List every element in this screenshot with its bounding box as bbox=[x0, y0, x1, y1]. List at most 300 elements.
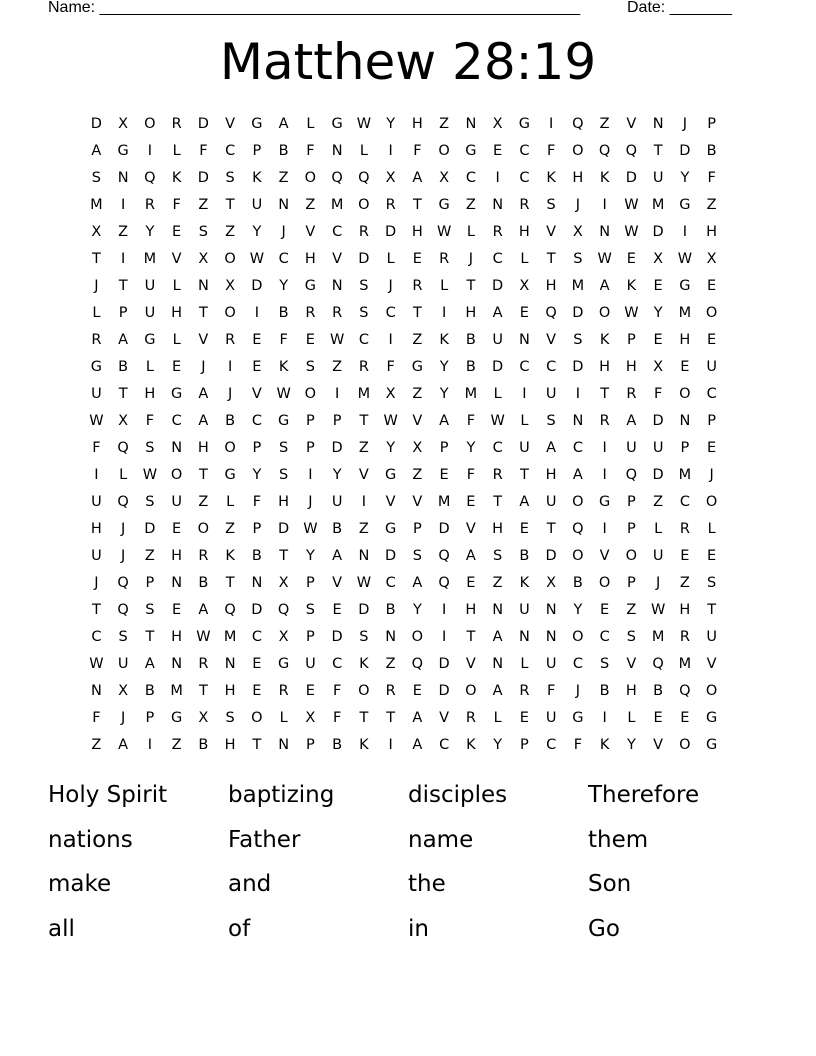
grid-letter: D bbox=[679, 143, 691, 159]
grid-letter: Z bbox=[358, 440, 369, 456]
grid-letter: L bbox=[493, 386, 502, 402]
grid-letter: E bbox=[252, 332, 262, 348]
grid-letter: L bbox=[520, 413, 529, 429]
word-list-item: all bbox=[48, 915, 75, 942]
grid-letter: S bbox=[118, 629, 128, 645]
grid-letter: N bbox=[331, 278, 343, 294]
grid-letter: T bbox=[466, 629, 476, 645]
grid-letter: S bbox=[91, 170, 101, 186]
grid-letter: E bbox=[600, 602, 610, 618]
grid-letter: H bbox=[278, 494, 290, 510]
grid-letter: Q bbox=[117, 602, 129, 618]
grid-letter: X bbox=[492, 116, 503, 132]
grid-letter: Z bbox=[358, 521, 369, 537]
grid-letter: H bbox=[224, 737, 236, 753]
grid-letter: D bbox=[652, 413, 664, 429]
grid-letter: V bbox=[198, 332, 209, 348]
grid-letter: L bbox=[172, 332, 181, 348]
grid-letter: P bbox=[627, 494, 636, 510]
grid-letter: Q bbox=[411, 656, 424, 672]
grid-letter: A bbox=[198, 386, 209, 402]
grid-letter: Z bbox=[412, 386, 423, 402]
grid-letter: C bbox=[439, 737, 450, 753]
grid-letter: H bbox=[171, 548, 183, 564]
grid-letter: F bbox=[306, 143, 315, 159]
grid-letter: K bbox=[599, 332, 610, 348]
grid-letter: X bbox=[412, 440, 423, 456]
grid-letter: X bbox=[653, 359, 664, 375]
grid-letter: Y bbox=[653, 305, 663, 321]
grid-letter: I bbox=[495, 170, 500, 186]
grid-letter: E bbox=[680, 359, 690, 375]
grid-letter: D bbox=[492, 278, 504, 294]
grid-letter: D bbox=[278, 521, 290, 537]
grid-letter: Z bbox=[225, 521, 236, 537]
grid-letter: M bbox=[678, 656, 692, 672]
grid-letter: N bbox=[572, 413, 584, 429]
grid-letter: C bbox=[492, 440, 503, 456]
grid-letter: W bbox=[303, 521, 318, 537]
grid-letter: A bbox=[572, 467, 583, 483]
grid-letter: R bbox=[626, 386, 637, 402]
grid-letter: L bbox=[359, 143, 368, 159]
grid-letter: J bbox=[682, 116, 688, 132]
grid-letter: N bbox=[358, 548, 370, 564]
grid-letter: H bbox=[706, 224, 718, 240]
grid-letter: N bbox=[117, 170, 129, 186]
grid-letter: S bbox=[359, 278, 369, 294]
grid-letter: A bbox=[412, 710, 423, 726]
word-list-item: of bbox=[228, 915, 251, 942]
grid-letter: I bbox=[602, 710, 607, 726]
grid-letter: S bbox=[198, 224, 208, 240]
grid-letter: N bbox=[518, 332, 530, 348]
grid-letter: C bbox=[492, 251, 503, 267]
grid-letter: O bbox=[251, 710, 263, 726]
grid-letter: H bbox=[90, 521, 102, 537]
grid-letter: T bbox=[466, 278, 476, 294]
grid-letter: B bbox=[251, 548, 262, 564]
grid-letter: U bbox=[91, 494, 102, 510]
grid-letter: O bbox=[679, 737, 691, 753]
word-list-item: disciples bbox=[408, 782, 508, 808]
grid-letter: I bbox=[388, 143, 393, 159]
grid-letter: O bbox=[170, 467, 183, 483]
grid-letter: D bbox=[358, 602, 370, 618]
grid-letter: V bbox=[332, 575, 343, 591]
grid-letter: P bbox=[306, 737, 315, 753]
word-list-item: the bbox=[408, 871, 446, 897]
grid-letter: Z bbox=[278, 170, 289, 186]
grid-letter: V bbox=[439, 710, 450, 726]
grid-letter: Q bbox=[572, 116, 584, 132]
grid-letter: Q bbox=[117, 440, 129, 456]
grid-letter: L bbox=[226, 494, 235, 510]
grid-letter: P bbox=[413, 521, 422, 537]
grid-letter: J bbox=[120, 521, 126, 537]
grid-letter: T bbox=[145, 629, 155, 645]
grid-letter: O bbox=[679, 386, 691, 402]
grid-letter: S bbox=[359, 629, 369, 645]
grid-letter: V bbox=[465, 656, 476, 672]
grid-letter: Z bbox=[144, 548, 155, 564]
grid-letter: P bbox=[680, 440, 690, 456]
grid-letter: U bbox=[331, 494, 343, 510]
grid-letter: Q bbox=[652, 656, 664, 672]
grid-letter: S bbox=[546, 197, 556, 213]
grid-letter: T bbox=[386, 710, 396, 726]
grid-letter: A bbox=[278, 116, 289, 132]
grid-letter: G bbox=[331, 116, 343, 132]
grid-letter: E bbox=[412, 683, 422, 699]
grid-letter: N bbox=[171, 656, 183, 672]
grid-letter: Z bbox=[626, 602, 637, 618]
grid-letter: H bbox=[545, 467, 557, 483]
grid-letter: T bbox=[91, 251, 101, 267]
grid-letter: O bbox=[572, 629, 584, 645]
grid-letter: V bbox=[706, 656, 717, 672]
grid-letter: B bbox=[706, 143, 717, 159]
grid-letter: D bbox=[251, 278, 263, 294]
grid-letter: E bbox=[466, 575, 476, 591]
grid-letter: H bbox=[224, 683, 236, 699]
grid-letter: F bbox=[546, 683, 556, 699]
grid-letter: U bbox=[144, 305, 156, 321]
grid-letter: T bbox=[198, 467, 208, 483]
grid-letter: C bbox=[465, 170, 476, 186]
grid-letter: L bbox=[145, 359, 154, 375]
grid-letter: O bbox=[598, 575, 611, 591]
grid-letter: N bbox=[679, 413, 691, 429]
grid-letter: J bbox=[575, 683, 581, 699]
name-field-label: Name: ______________________________________________________ bbox=[48, 0, 581, 16]
grid-letter: R bbox=[412, 278, 423, 294]
grid-letter: R bbox=[305, 305, 316, 321]
word-list-item: Go bbox=[588, 915, 620, 942]
grid-letter: M bbox=[170, 683, 183, 699]
grid-letter: Y bbox=[145, 224, 155, 240]
grid-letter: S bbox=[279, 467, 289, 483]
grid-letter: G bbox=[278, 656, 290, 672]
grid-letter: H bbox=[465, 305, 477, 321]
grid-letter: L bbox=[520, 251, 529, 267]
grid-letter: T bbox=[198, 305, 208, 321]
grid-letter: E bbox=[707, 332, 717, 348]
grid-letter: H bbox=[518, 224, 530, 240]
grid-letter: N bbox=[171, 575, 183, 591]
grid-letter: Y bbox=[332, 467, 342, 483]
grid-letter: H bbox=[572, 170, 584, 186]
grid-letter: T bbox=[359, 710, 369, 726]
grid-letter: O bbox=[304, 386, 317, 402]
grid-letter: E bbox=[172, 359, 182, 375]
grid-letter: X bbox=[546, 575, 557, 591]
grid-letter: P bbox=[252, 440, 262, 456]
grid-letter: Q bbox=[572, 521, 584, 537]
grid-letter: R bbox=[358, 224, 369, 240]
grid-letter: I bbox=[682, 224, 688, 240]
grid-letter: Y bbox=[279, 278, 289, 294]
grid-letter: Y bbox=[493, 737, 503, 753]
grid-letter: R bbox=[679, 629, 690, 645]
grid-letter: S bbox=[573, 332, 583, 348]
grid-letter: H bbox=[171, 629, 183, 645]
grid-letter: A bbox=[465, 548, 476, 564]
grid-letter: U bbox=[545, 710, 557, 726]
grid-letter: L bbox=[520, 656, 529, 672]
grid-letter: A bbox=[412, 737, 423, 753]
word-list-item: Holy Spirit bbox=[48, 782, 168, 808]
grid-letter: U bbox=[171, 494, 182, 510]
grid-letter: V bbox=[225, 116, 236, 132]
grid-letter: N bbox=[465, 116, 477, 132]
grid-letter: C bbox=[706, 386, 717, 402]
grid-letter: V bbox=[385, 494, 396, 510]
grid-letter: I bbox=[120, 197, 126, 213]
grid-letter: B bbox=[653, 683, 664, 699]
grid-letter: V bbox=[171, 251, 182, 267]
grid-letter: L bbox=[172, 143, 181, 159]
grid-letter: W bbox=[624, 197, 639, 213]
grid-letter: L bbox=[386, 251, 395, 267]
grid-letter: M bbox=[223, 629, 237, 645]
grid-letter: C bbox=[546, 737, 557, 753]
grid-letter: S bbox=[145, 440, 155, 456]
grid-letter: K bbox=[278, 359, 289, 375]
grid-letter: R bbox=[439, 251, 450, 267]
grid-letter: E bbox=[493, 143, 503, 159]
grid-letter: K bbox=[359, 656, 369, 672]
grid-letter: R bbox=[144, 197, 155, 213]
grid-letter: G bbox=[385, 467, 397, 483]
grid-letter: U bbox=[519, 602, 530, 618]
grid-letter: O bbox=[705, 305, 718, 321]
grid-letter: Q bbox=[117, 494, 129, 510]
grid-letter: U bbox=[144, 278, 156, 294]
grid-letter: A bbox=[198, 602, 209, 618]
grid-letter: N bbox=[492, 602, 504, 618]
grid-letter: T bbox=[118, 278, 128, 294]
grid-letter: C bbox=[91, 629, 102, 645]
grid-letter: M bbox=[678, 305, 692, 321]
grid-letter: E bbox=[707, 548, 717, 564]
grid-letter: I bbox=[575, 386, 581, 402]
grid-letter: V bbox=[305, 224, 316, 240]
grid-letter: U bbox=[652, 170, 664, 186]
grid-letter: D bbox=[652, 224, 664, 240]
grid-letter: X bbox=[278, 575, 289, 591]
grid-letter: D bbox=[545, 548, 557, 564]
grid-letter: P bbox=[145, 575, 155, 591]
grid-letter: M bbox=[143, 251, 157, 267]
grid-letter: N bbox=[197, 278, 209, 294]
grid-letter: R bbox=[385, 683, 396, 699]
grid-letter: M bbox=[330, 197, 344, 213]
grid-letter: S bbox=[600, 656, 610, 672]
grid-letter: W bbox=[89, 656, 104, 672]
grid-letter: A bbox=[118, 737, 129, 753]
grid-letter: P bbox=[707, 116, 716, 132]
grid-letter: Y bbox=[386, 440, 396, 456]
grid-letter: Q bbox=[679, 683, 691, 699]
grid-letter: D bbox=[331, 629, 343, 645]
grid-letter: S bbox=[573, 251, 583, 267]
grid-letter: F bbox=[546, 143, 556, 159]
grid-letter: S bbox=[225, 710, 235, 726]
grid-letter: U bbox=[652, 440, 664, 456]
word-list-item: and bbox=[228, 871, 272, 897]
grid-letter: H bbox=[171, 305, 183, 321]
word-list-item: make bbox=[48, 871, 112, 897]
grid-letter: X bbox=[198, 710, 209, 726]
grid-letter: I bbox=[602, 467, 607, 483]
grid-letter: R bbox=[492, 467, 503, 483]
grid-letter: Z bbox=[305, 197, 316, 213]
word-list-item: Therefore bbox=[588, 782, 700, 808]
grid-letter: J bbox=[468, 251, 474, 267]
grid-letter: P bbox=[332, 413, 342, 429]
grid-letter: N bbox=[331, 143, 343, 159]
grid-letter: N bbox=[224, 656, 236, 672]
grid-letter: D bbox=[385, 548, 397, 564]
grid-letter: V bbox=[546, 224, 557, 240]
grid-letter: V bbox=[626, 116, 637, 132]
grid-letter: J bbox=[575, 197, 581, 213]
grid-letter: F bbox=[92, 440, 101, 456]
grid-letter: L bbox=[440, 278, 449, 294]
grid-letter: X bbox=[519, 278, 530, 294]
grid-letter: O bbox=[705, 683, 718, 699]
grid-letter: G bbox=[171, 710, 183, 726]
grid-letter: W bbox=[597, 251, 612, 267]
grid-letter: H bbox=[465, 602, 477, 618]
grid-letter: E bbox=[519, 710, 529, 726]
grid-letter: R bbox=[358, 359, 369, 375]
grid-letter: D bbox=[197, 170, 209, 186]
grid-letter: U bbox=[626, 440, 637, 456]
grid-letter: X bbox=[653, 251, 664, 267]
grid-letter: U bbox=[91, 386, 102, 402]
grid-letter: V bbox=[251, 386, 262, 402]
grid-letter: P bbox=[520, 737, 529, 753]
grid-letter: I bbox=[308, 467, 313, 483]
grid-letter: N bbox=[278, 737, 290, 753]
grid-letter: U bbox=[492, 332, 503, 348]
grid-letter: Y bbox=[252, 467, 262, 483]
grid-letter: T bbox=[279, 548, 289, 564]
grid-letter: G bbox=[679, 278, 691, 294]
grid-letter: N bbox=[171, 440, 183, 456]
grid-letter: W bbox=[356, 575, 372, 591]
grid-letter: X bbox=[385, 386, 396, 402]
grid-letter: Z bbox=[385, 656, 396, 672]
grid-letter: K bbox=[546, 170, 556, 186]
grid-letter: N bbox=[492, 197, 504, 213]
grid-letter: O bbox=[304, 170, 317, 186]
grid-letter: F bbox=[199, 143, 208, 159]
grid-letter: X bbox=[305, 710, 316, 726]
grid-letter: T bbox=[546, 251, 556, 267]
grid-letter: Z bbox=[171, 737, 182, 753]
grid-letter: S bbox=[707, 575, 717, 591]
grid-letter: V bbox=[599, 548, 610, 564]
grid-letter: X bbox=[572, 224, 583, 240]
grid-letter: T bbox=[707, 602, 717, 618]
grid-letter: P bbox=[306, 440, 315, 456]
grid-letter: R bbox=[492, 224, 503, 240]
grid-letter: R bbox=[171, 116, 182, 132]
grid-letter: J bbox=[281, 224, 286, 240]
grid-letter: E bbox=[653, 278, 663, 294]
grid-letter: W bbox=[276, 386, 291, 402]
grid-letter: N bbox=[599, 224, 611, 240]
grid-letter: Z bbox=[225, 224, 236, 240]
grid-letter: I bbox=[602, 521, 607, 537]
grid-letter: N bbox=[518, 629, 530, 645]
grid-letter: I bbox=[602, 440, 607, 456]
grid-letter: Q bbox=[625, 467, 638, 483]
grid-letter: O bbox=[572, 494, 584, 510]
grid-letter: L bbox=[306, 116, 315, 132]
grid-letter: Z bbox=[412, 332, 423, 348]
grid-letter: U bbox=[305, 656, 316, 672]
grid-letter: T bbox=[91, 602, 101, 618]
grid-letter: G bbox=[385, 521, 397, 537]
grid-letter: Y bbox=[252, 224, 262, 240]
grid-letter: E bbox=[172, 224, 182, 240]
grid-letter: U bbox=[545, 494, 557, 510]
grid-letter: P bbox=[306, 629, 315, 645]
grid-letter: J bbox=[201, 359, 206, 375]
grid-letter: W bbox=[490, 413, 505, 429]
grid-letter: E bbox=[172, 521, 182, 537]
grid-letter: K bbox=[359, 737, 369, 753]
grid-letter: T bbox=[600, 386, 610, 402]
grid-letter: H bbox=[625, 359, 637, 375]
grid-letter: R bbox=[332, 305, 343, 321]
grid-letter: F bbox=[386, 359, 395, 375]
grid-letter: A bbox=[626, 413, 637, 429]
grid-letter: C bbox=[546, 359, 557, 375]
grid-letter: R bbox=[278, 683, 289, 699]
grid-letter: V bbox=[653, 737, 664, 753]
grid-letter: E bbox=[332, 602, 342, 618]
grid-letter: D bbox=[492, 359, 504, 375]
grid-letter: P bbox=[627, 332, 636, 348]
grid-letter: G bbox=[304, 278, 316, 294]
grid-letter: P bbox=[145, 710, 155, 726]
grid-letter: D bbox=[572, 359, 584, 375]
grid-letter: O bbox=[224, 305, 236, 321]
grid-letter: F bbox=[92, 710, 101, 726]
grid-letter: J bbox=[709, 467, 714, 483]
grid-letter: O bbox=[224, 440, 236, 456]
grid-letter: A bbox=[519, 494, 530, 510]
grid-letter: E bbox=[252, 656, 262, 672]
grid-letter: K bbox=[225, 548, 235, 564]
grid-letter: R bbox=[519, 683, 530, 699]
grid-letter: D bbox=[438, 521, 450, 537]
grid-letter: T bbox=[546, 521, 556, 537]
grid-letter: L bbox=[172, 278, 181, 294]
grid-letter: B bbox=[198, 575, 209, 591]
grid-letter: S bbox=[305, 602, 315, 618]
grid-letter: Z bbox=[653, 494, 664, 510]
grid-letter: I bbox=[361, 494, 367, 510]
grid-letter: B bbox=[332, 737, 343, 753]
grid-letter: S bbox=[305, 359, 315, 375]
grid-letter: E bbox=[519, 521, 529, 537]
